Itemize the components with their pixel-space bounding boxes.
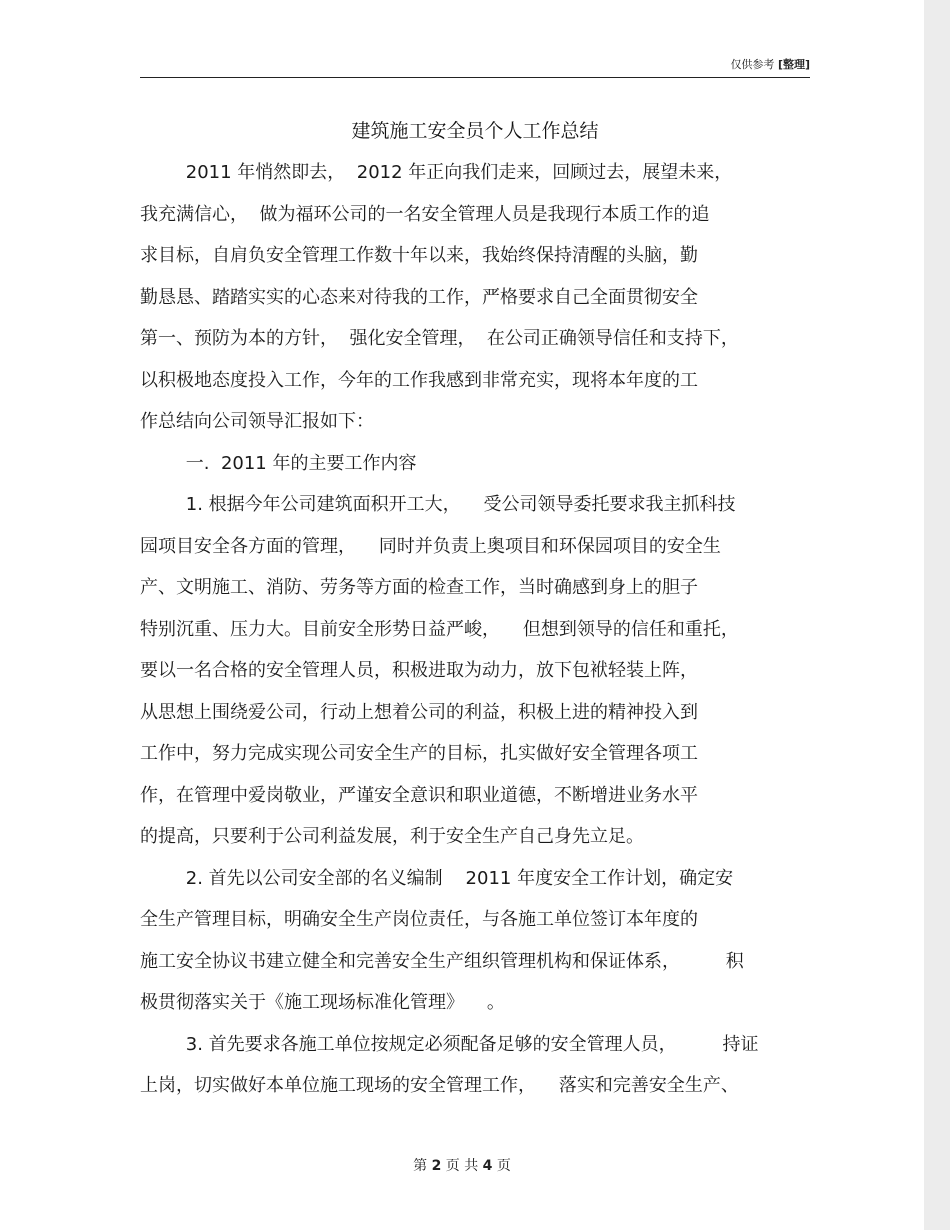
body-line: 3. 首先要求各施工单位按规定必须配备足够的安全管理人员， 持证: [140, 1033, 759, 1055]
page-header: [140, 56, 810, 74]
footer-prefix: 第: [413, 1158, 428, 1174]
body-line: 从思想上围绕爱公司，行动上想着公司的利益，积极上进的精神投入到: [140, 701, 698, 723]
document-body: [140, 158, 812, 1113]
header-tag: [整理]: [777, 58, 810, 71]
body-line: 上岗，切实做好本单位施工现场的安全管理工作， 落实和完善安全生产、: [140, 1075, 739, 1096]
body-line: 施工安全协议书建立健全和完善安全生产组织管理机构和保证体系， 积: [140, 950, 744, 972]
body-line: 全生产管理目标，明确安全生产岗位责任，与各施工单位签订本年度的: [140, 909, 698, 930]
body-line: 特别沉重、压力大。目前安全形势日益严峻， 但想到领导的信任和重托，: [140, 618, 739, 640]
body-line: 2. 首先以公司安全部的名义编制 2011 年度安全工作计划，确定安: [140, 867, 734, 889]
body-line: 作，在管理中爱岗敬业，严谨安全意识和职业道德，不断增进业务水平: [140, 784, 698, 806]
body-line: 一. 2011 年的主要工作内容: [140, 452, 417, 474]
body-line: 极贯彻落实关于《施工现场标准化管理》 。: [140, 992, 505, 1013]
body-line: 作总结向公司领导汇报如下：: [140, 411, 374, 432]
body-line: 第一、预防为本的方针， 强化安全管理， 在公司正确领导信任和支持下，: [140, 328, 739, 349]
body-line: 求目标，自肩负安全管理工作数十年以来，我始终保持清醒的头脑，勤: [140, 245, 698, 266]
body-line: 我充满信心， 做为福环公司的一名安全管理人员是我现行本质工作的追: [140, 203, 710, 225]
body-line: 工作中，努力完成实现公司安全生产的目标，扎实做好安全管理各项工: [140, 743, 698, 764]
body-line: 2011 年悄然即去， 2012 年正向我们走来，回顾过去，展望未来，: [140, 162, 733, 183]
current-page-number: 2: [431, 1158, 442, 1174]
document-title: 建筑施工安全员个人工作总结: [351, 120, 599, 142]
body-line: 勤恳恳、踏踏实实的心态来对待我的工作，严格要求自己全面贯彻安全: [140, 286, 698, 308]
body-line: 产、文明施工、消防、劳务等方面的检查工作，当时确感到身上的胆子: [140, 577, 698, 598]
body-line: 要以一名合格的安全管理人员，积极进取为动力，放下包袱轻装上阵，: [140, 660, 698, 681]
body-line: 园项目安全各方面的管理， 同时并负责上奥项目和环保园项目的安全生: [140, 535, 721, 557]
body-line: 的提高，只要利于公司利益发展，利于安全生产自己身先立足。: [140, 826, 644, 847]
body-line: 以积极地态度投入工作，今年的工作我感到非常充实，现将本年度的工: [140, 369, 698, 391]
header-rule: [140, 77, 810, 78]
total-pages-number: 4: [482, 1158, 493, 1174]
footer-suffix: 页: [496, 1158, 511, 1174]
body-line: 1. 根据今年公司建筑面积开工大， 受公司领导委托要求我主抓科技: [140, 494, 736, 515]
header-note: 仅供参考: [730, 58, 775, 71]
page-footer: [0, 1155, 924, 1175]
footer-middle: 页 共: [445, 1158, 479, 1174]
